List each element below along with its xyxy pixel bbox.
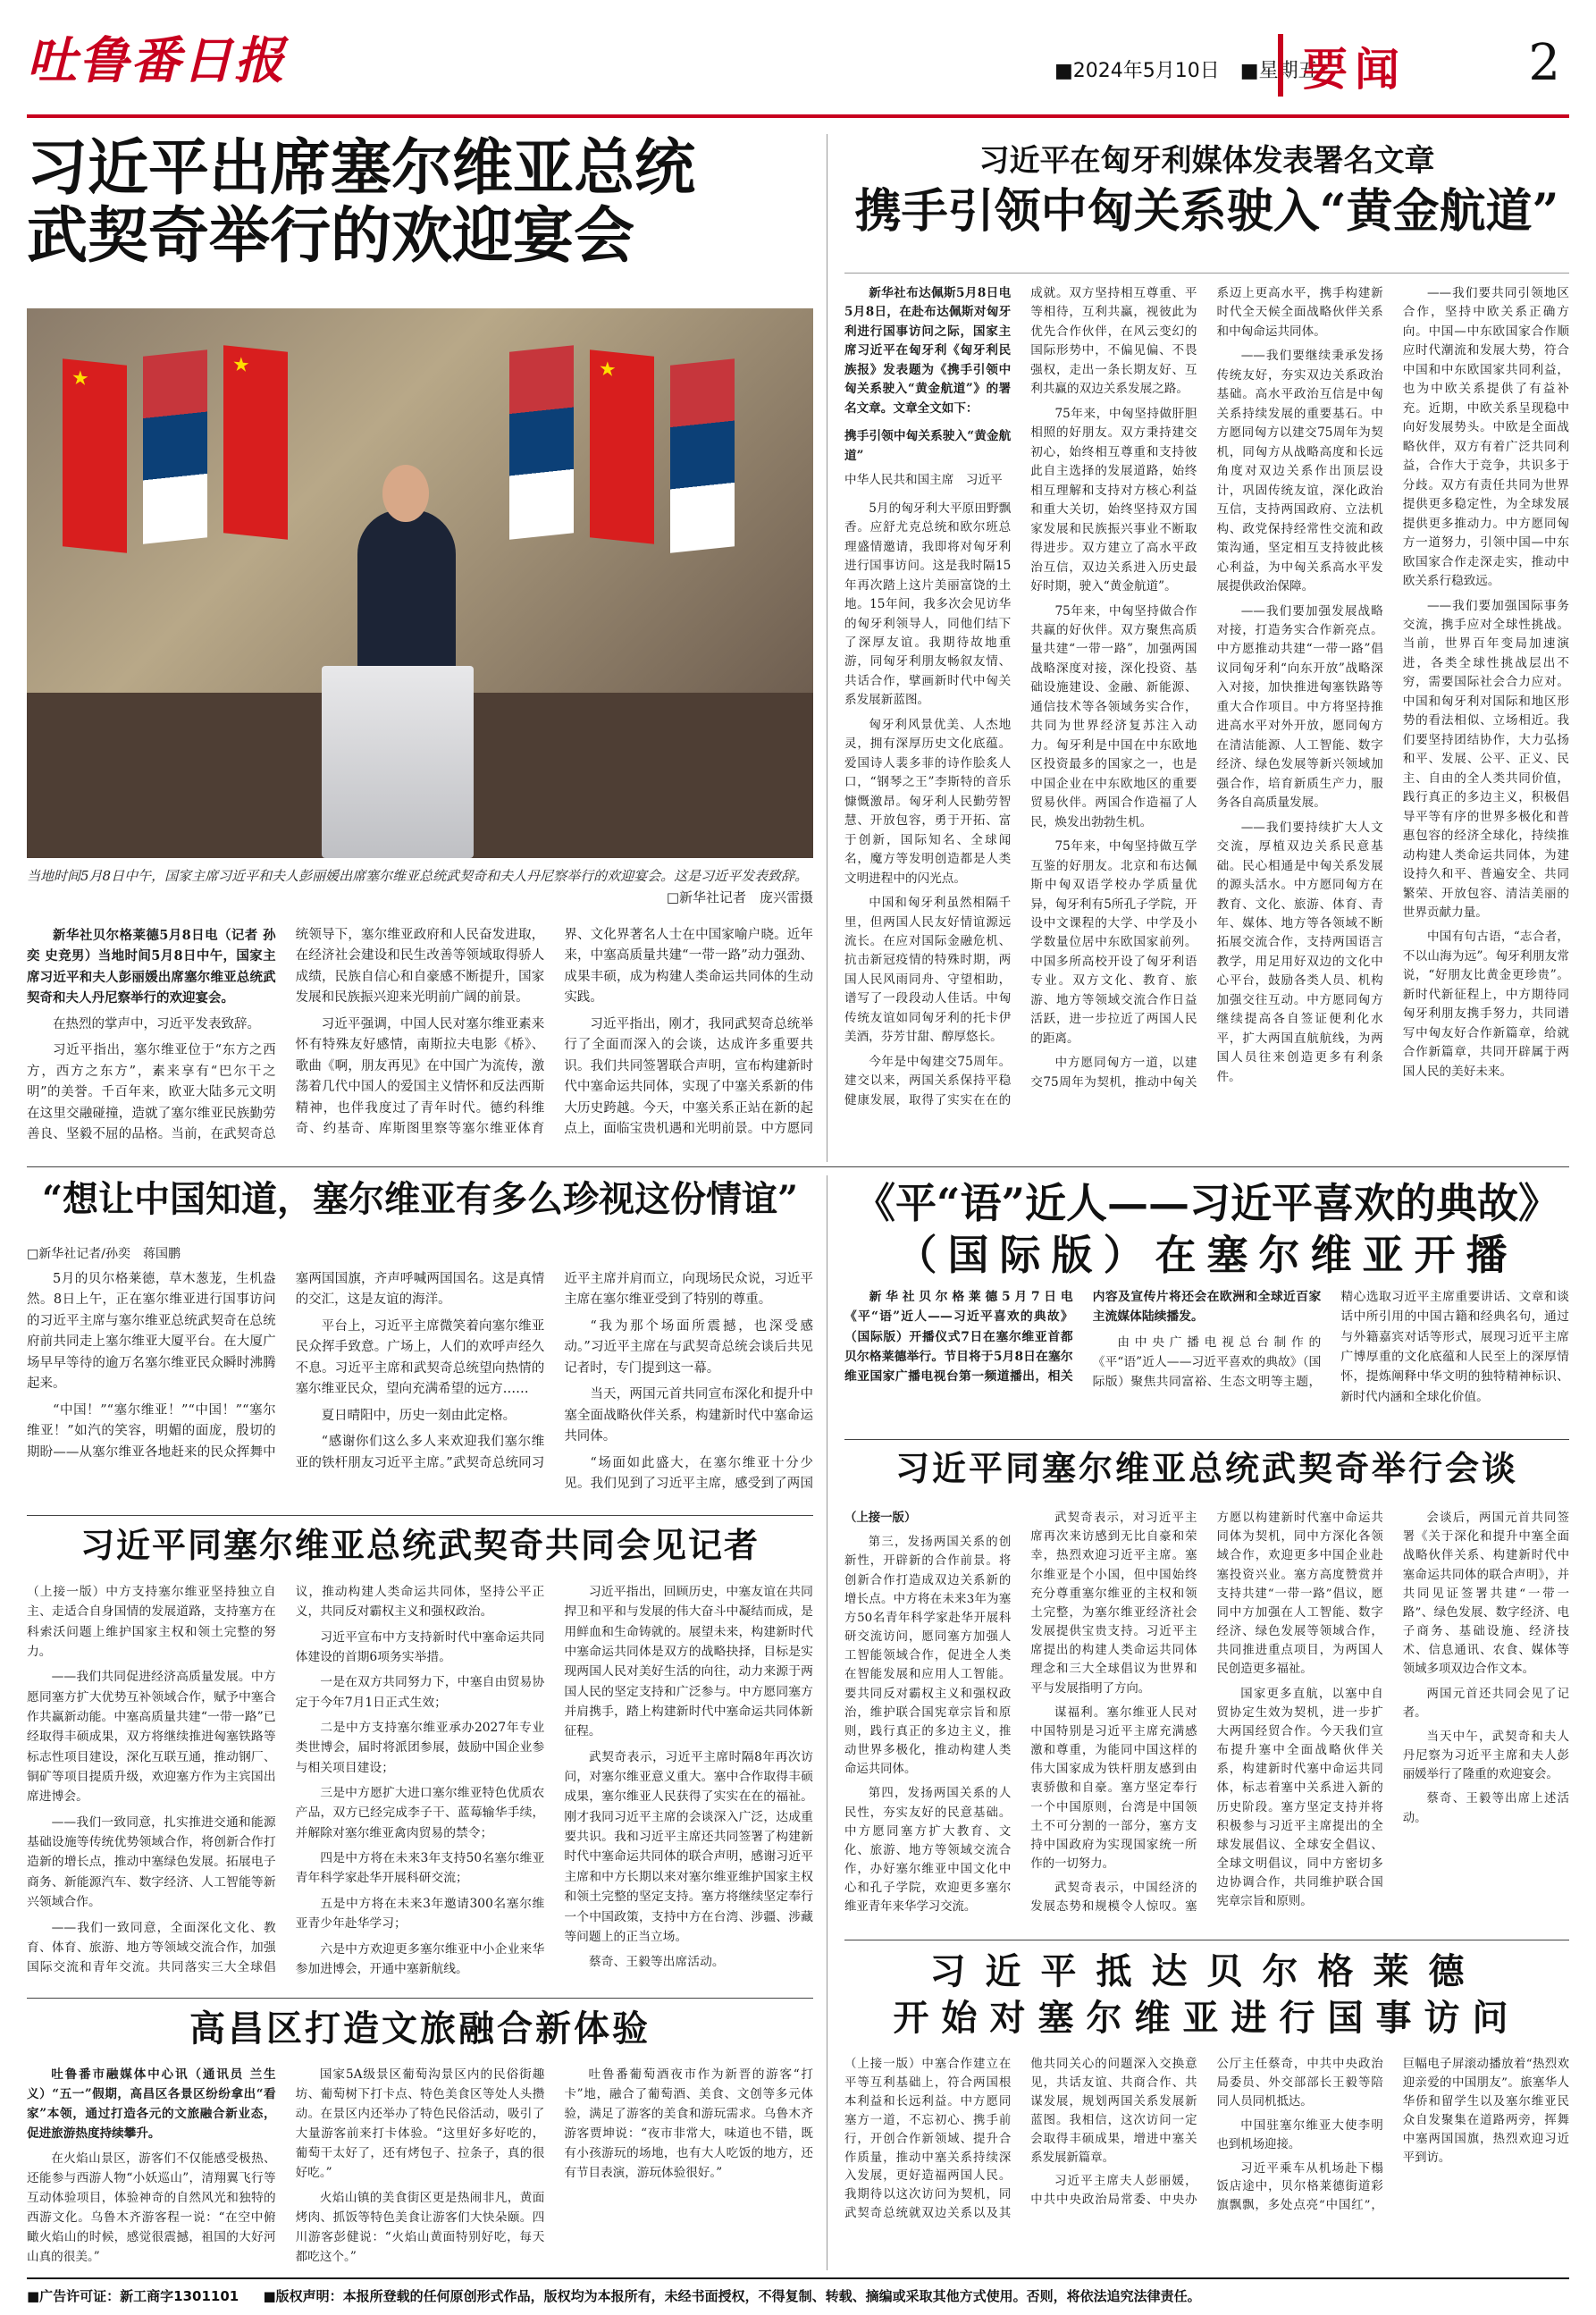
story6-paragraph: 当天中午，武契奇和夫人丹尼察为习近平主席和夫人彭丽媛举行了隆重的欢迎宴会。 [1402, 1730, 1569, 1782]
section-name: 要闻 [1303, 43, 1407, 96]
story2-paragraph: 中国和匈牙利虽然相隔千里，但两国人民友好情谊源远流长。在应对国际金融危机、抗击新冠疫情的特殊时期，两国人民风雨同舟、守望相助，谱写了一段段动人佳话。中匈传统友谊如同匈牙利的托卡伊美酒，芬芳甘甜、醇厚悠长。 [844, 896, 1012, 1045]
story2-paragraph: ——我们要共同引领地区合作，坚持中欧关系正确方向。中国—中东欧国家合作顺应时代潮流和发展大势，符合中国和中东欧国家共同利益，也为中欧关系提供了有益补充。近期，中欧关系呈现稳中向好发展势头。中欧是全面战略伙伴，双方有着广泛共同利益，合作大于竞争，共识多于分歧。双方有责任共同为世界提供更多稳定性，为全球发展提供更多推动力。中方愿同匈方一道努力，引领中国—中东欧国家合作走深走实，推动中欧关系行稳致远。 [1402, 286, 1569, 589]
podium [322, 666, 474, 858]
story7-paragraph: 习近平主席夫人彭丽媛，中共中央政治局常委、中央办公厅主任蔡奇，中共中央政治局委员、外交部部长王毅等陪同人员同机抵达。 [1030, 2058, 1383, 2208]
story2-headline: 携手引领中匈关系驶入“黄金航道” [854, 184, 1559, 239]
issue-weekday: ■星期五 [1239, 60, 1318, 82]
story3-paragraph: “感谢你们这么多人来欢迎我们塞尔维亚的铁杆朋友习近平主席。”武契奇总统同习近平主席并肩而立，向现场民众说，习近平主席在塞尔维亚受到了特别的尊重。 [295, 1272, 813, 1470]
story2-paragraph: 新华社布达佩斯5月8日电 5月8日，在赴布达佩斯对匈牙利进行国事访问之际，国家主席习近平在匈牙利《匈牙利民族报》发表题为《携手引领中匈关系驶入“黄金航道”》的署名文章。文章全文如下： [844, 286, 1023, 416]
story2-kicker: 习近平在匈牙利媒体发表署名文章 [979, 143, 1435, 179]
story2-paragraph: 今年是中匈建交75周年。建交以来，两国关系保持平稳健康发展，取得了实实在在的成就。双方坚持相互尊重、平等相待，互利共赢，视彼此为优先合作伙伴，在风云变幻的国际形势中，不偏见偏、不畏强权，走出一条长期友好、互利共赢的双边关系发展之路。 [844, 286, 1197, 1107]
photo-caption-text: 当地时间5月8日中午，国家主席习近平和夫人彭丽媛出席塞尔维亚总统武契奇和夫人丹尼察举行的欢迎宴会。这是习近平发表致辞。 [27, 868, 809, 884]
speaker-figure [357, 509, 456, 688]
section-divider [27, 1515, 813, 1516]
section-divider [27, 1998, 813, 1999]
story3-paragraph: 5月的贝尔格莱德，草木葱茏，生机盎然。8日上午，正在塞尔维亚进行国事访问的习近平主席与塞尔维亚总统武契奇在总统府前共同走上塞尔维亚大厦平台。在大厦广场早早等待的逾万名塞尔维亚民众瞬时沸腾起来。 [27, 1272, 276, 1392]
story6-paragraph: 蔡奇、王毅等出席上述活动。 [1402, 1792, 1569, 1825]
footer [27, 2286, 1569, 2305]
story4-paragraph: 由中央广播电视总台制作的《平“语”近人——习近平喜欢的典故》（国际版）聚焦共同富裕、生态文明等主题，精心选取习近平主席重要讲话、文章和谈话中所引用的中国古籍和经典名句，通过与外籍嘉宾对话等形式，展现习近平主席广博厚重的文化底蕴和人民至上的深厚情怀，提炼阐释中华文明的独特精神标识、新时代内涵和全球化价值。 [1092, 1290, 1569, 1404]
speaker-head [382, 465, 429, 522]
section-tag [1278, 34, 1569, 97]
china-flag: ★ [63, 358, 127, 553]
story2-paragraph: 中方愿同匈方一道，以建交75周年为契机，推动中匈关系迈上更高水平，携手构建新时代全天候全面战略伙伴关系和中匈命运共同体。 [1030, 286, 1383, 1090]
story2-body [844, 284, 1569, 1160]
story3-paragraph: “中国！”“塞尔维亚！”“中国！”“塞尔维亚！”如汽的笑容，明媚的面庞，殷切的期盼——从塞尔维亚各地赶来的民众挥舞中塞两国国旗，齐声呼喊两国国名。这是真情的交汇，这是友谊的海洋。 [27, 1272, 545, 1460]
story6-paragraph: 第四，发扬两国关系的人民性，夯实友好的民意基础。中方愿同塞方扩大教育、文化、旅游、地方等领域交流合作，办好塞尔维亚中国文化中心和孔子学院，欢迎更多塞尔维亚青年来华学习交流。 [844, 1787, 1012, 1915]
story5-paragraph: 六是中方欢迎更多塞尔维亚中小企业来华参加进博会，开通中塞新航线。 [295, 1941, 545, 1976]
story2-paragraph: ——我们要加强发展战略对接，打造务实合作新亮点。中方愿推动共建“一带一路”倡议同匈牙利“向东开放”战略深入对接，加快推进匈塞铁路等重大合作项目。中方将坚持推进高水平对外开放，愿同匈方在清洁能源、人工智能、数字经济、绿色发展等新兴领域加强合作，培育新质生产力，服务各自高质量发展。 [1216, 603, 1383, 811]
story5-paragraph: 蔡奇、王毅等出席活动。 [588, 1955, 725, 1970]
story6-paragraph: 会谈后，两国元首共同签署《关于深化和提升中塞全面战略伙伴关系、构建新时代中塞命运共同体的联合声明》，并共同见证签署共建“一带一路”、绿色发展、数字经济、电子商务、基础设施、经济技术、信息通讯、农食、媒体等领域多项双边合作文本。 [1402, 1511, 1569, 1677]
story5-paragraph: ——我们共同促进经济高质量发展。中方愿同塞方扩大优势互补领域合作，赋予中塞合作共赢新动能。中塞高质量共建“一带一路”已经取得丰硕成果，双方将继续推进匈塞铁路等标志性项目建设，深化互联互通，推动钢厂、铜矿等项目提质升级，欢迎塞方作为主宾国出席进博会。 [27, 1670, 276, 1805]
story6-headline: 习近平同塞尔维亚总统武契奇举行会谈 [895, 1448, 1518, 1488]
story8-body [27, 2065, 813, 2270]
story8-paragraph: 国家5A级景区葡萄沟景区内的民俗街趣坊、葡萄树下打卡点、特色美食区等处人头攒动。在景区内还举办了特色民俗活动，吸引了大量游客前来打卡体验。“这里好多好吃的，葡萄干太好了，还有烤包子、拉条子，真的很好吃。” [295, 2067, 545, 2181]
story6-paragraph: 武契奇表示，对习近平主席再次来访感到无比自豪和荣幸，热烈欢迎习近平主席。塞尔维亚是个小国，但中国始终充分尊重塞尔维亚的主权和领土完整，为塞尔维亚经济社会发展提供宝贵支持。习近平主席提出的构建人类命运共同体理念和三大全球倡议为世界和平与发展指明了方向。 [1030, 1511, 1197, 1696]
story3-paragraph: 当天，两国元首共同宣布深化和提升中塞全面战略伙伴关系，构建新时代中塞命运共同体。 [564, 1387, 813, 1444]
story1-paragraph: 习近平强调，中国人民对塞尔维亚素来怀有特殊友好感情，南斯拉夫电影《桥》、歌曲《啊，朋友再见》在中国广为流传，激荡着几代中国人的爱国主义情怀和反法西斯精神，也伴我度过了青年时代。德约科维奇、约基奇、库斯图里察等塞尔维亚体育界、文化界著名人士在中国家喻户晓。近年来，中塞高质量共建“一带一路”动力强劲、成果丰硕，成为构建人类命运共同体的生动实践。 [295, 928, 813, 1137]
story1-paragraph: 习近平指出，塞尔维亚位于“东方之西方，西方之东方”，素来享有“巴尔干之明”的美誉。千百年来，欧亚大陆多元文明在这里交融碰撞，造就了塞尔维亚民族勤劳善良、坚毅不屈的品格。当前，在武契奇总统领导下，塞尔维亚政府和人民奋发进取，在经济社会建设和民生改善等领域取得骄人成绩，民族自信心和自豪感不断提升，国家发展和民族振兴迎来光明前广阔的前景。 [27, 928, 545, 1142]
story7-paragraph: 中国驻塞尔维亚大使李明也到机场迎接。 [1216, 2118, 1383, 2151]
photo-credit: □新华社记者 庞兴雷摄 [666, 889, 813, 905]
story5-paragraph: 一是在双方共同努力下，中塞自由贸易协定于今年7月1日正式生效； [295, 1675, 545, 1710]
story2-paragraph: ——我们要继续秉承发扬传统友好，夯实双边关系政治基础。高水平政治互信是中匈关系持续发展的重要基石。中方愿同匈方以建交75周年为契机，同匈方从战略高度和长远角度对双边关系作出顶层设计，巩固传统友谊，深化政治互信，支持两国政府、立法机构、政党保持经常性交流和政策沟通，坚定相互支持彼此核心利益，为中匈关系高水平发展提供政治保障。 [1216, 349, 1383, 594]
story7-headline [844, 1949, 1569, 2041]
newspaper-logo: 吐鲁番日报 [27, 31, 286, 90]
story6-paragraph: 国家更多直航，以塞中自贸协定生效为契机，进一步扩大两国经贸合作。今天我们宣布提升塞中全面战略伙伴关系，构建新时代塞中命运共同体，标志着塞中关系进入新的历史阶段。塞方坚定支持并将积极参与习近平主席提出的全球发展倡议、全球安全倡议、全球文明倡议，同中方密切多边协调合作，共同维护联合国宪章宗旨和原则。 [1216, 1687, 1383, 1909]
story5-headline: 习近平同塞尔维亚总统武契奇共同会见记者 [80, 1525, 760, 1565]
story5-paragraph: 二是中方支持塞尔维亚承办2027年专业类世博会，届时将派团参展，鼓励中国企业参与相关项目建设； [295, 1721, 545, 1775]
story2-paragraph: 匈牙利风景优美、人杰地灵，拥有深厚历史文化底蕴。爱国诗人裴多菲的诗作脍炙人口，“钢琴之王”李斯特的音乐慷慨激昂。匈牙利人民勤劳智慧、开放包容，勇于开拓、富于创新，国际知名、全球闻名，魔方等发明创造都是人类文明进程中的闪光点。 [844, 717, 1012, 886]
story5-paragraph: 习近平宣布中方支持新时代中塞命运共同体建设的首期6项务实举措。 [295, 1629, 545, 1665]
issue-date: ■2024年5月10日 [1054, 60, 1220, 82]
story6-paragraph: 武契奇表示，中国经济的发展态势和规模令人惊叹。塞方愿以构建新时代塞中命运共同体为契机，同中方深化各领域合作，欢迎更多中国企业赴塞投资兴业。塞方高度赞赏并支持共建“一带一路”倡议，愿同中方加强在人工智能、数字经济、绿色发展等领域合作，共同推进重点项目，为两国人民创造更多福祉。 [1030, 1511, 1383, 1915]
serbia-flag [509, 345, 574, 540]
story6-paragraph: 两国元首还共同会见了记者。 [1402, 1687, 1569, 1720]
story2-paragraph: ——我们要加强国际事务交流，携手应对全球性挑战。当前，世界百年变局加速演进，各类全球性挑战层出不穷，需要国际社会合力应对。中国和匈牙利对国际和地区形势的看法相似、立场相近。我们要坚持团结协作，大力弘扬和平、发展、公平、正义、民主、自由的全人类共同价值，践行真正的多边主义，积极倡导平等有序的世界多极化和普惠包容的经济全球化，持续推动构建人类命运共同体，为建设持久和平、普遍安全、共同繁荣、开放包容、清洁美丽的世界贡献力量。 [1402, 598, 1569, 920]
story5-paragraph: 习近平指出，回顾历史，中塞友谊在共同捍卫和平和与发展的伟大奋斗中凝结而成，是用鲜血和生命铸就的。展望未来，构建新时代中塞命运共同体是双方的战略抉择，目标是实现两国人民对美好生活的向往，动力来源于两国人民的坚定支持和广泛参与。中方愿同塞方并肩携手，踏上构建新时代中塞命运共同体新征程。 [564, 1585, 813, 1739]
story6-paragraph: 谋福利。塞尔维亚人民对中国特别是习近平主席充满感激和尊重，为能同中国这样的伟大国家成为铁杆朋友感到由衷骄傲和自豪。塞方坚定奉行一个中国原则，台湾是中国领土不可分割的一部分，塞方支持中国政府为实现国家统一所作的一切努力。 [1030, 1705, 1197, 1872]
story2-paragraph: 75年来，中匈坚持做肝胆相照的好朋友。双方秉持建交初心，始终相互尊重和支持彼此自主选择的发展道路，始终相互理解和支持对方核心利益和重大关切，始终坚持双方国家发展和民族振兴事业不断取得进步。双方建立了高水平政治互信，双边关系进入历史最好时期，驶入“黄金航道”。 [1030, 406, 1197, 594]
footer-copyright: ■版权声明：本报所登载的任何原创形式作品，版权均为本报所有，未经书面授权，不得复制、转载、摘编或采取其他方式使用。否则，将依法追究法律责任。 [263, 2288, 1201, 2304]
story6-body [844, 1509, 1569, 1929]
serbia-flag [143, 349, 207, 544]
story8-paragraph: 火焰山镇的美食街区更是热闹非凡，黄面烤肉、抓饭等特色美食让游客们大快朵颐。四川游客彭健说：“火焰山黄面特别好吃，每天都吃这个。” [295, 2191, 545, 2265]
story7-paragraph: （上接一版）中塞合作建立在平等互利基础上，符合两国根本利益和长远利益。中方愿同塞方一道，不忘初心、携手前行，开创合作新领域、提升合作质量，推动中塞关系持续深入发展，更好造福两国人民。我期待以这次访问为契机，同武契奇总统就双边关系以及其他共同关心的问题深入交换意见，共话友谊、共商合作、共谋发展，规划两国关系发展新蓝图。我相信，这次访问一定会取得丰硕成果，增进中塞关系发展新篇章。 [844, 2058, 1197, 2221]
story3-paragraph: “场面如此盛大，在塞尔维亚十分少见。我们见到了习近平主席，感受到了两国 [564, 1455, 813, 1492]
story8-paragraph: 吐鲁番市融媒体中心讯（通讯员 兰生义）“五一”假期，高昌区各景区纷纷拿出“看家”本领，通过打造各元的文旅融合新业态，促进旅游热度持续攀升。 [27, 2067, 276, 2142]
masthead-rule [27, 114, 1569, 118]
story8-paragraph: 在火焰山景区，游客们不仅能感受极热、还能参与西游人物“小妖巡山”，清翔翼飞行等互动体验项目，体验神奇的自然风光和独特的西游文化。乌鲁木齐游客程一说：“在空中俯瞰火焰山的时候，感觉很震撼，祖国的大好河山真的很美。” [27, 2151, 276, 2265]
story4-paragraph: 新华社贝尔格莱德5月7日电 《平“语”近人——习近平喜欢的典故》（国际版）开播仪式7日在塞尔维亚首都贝尔格莱德举行。节目将于5月8日在塞尔维亚国家广播电视台第一频道播出，相关内容及宣传片将还会在欧洲和全球近百家主流媒体陆续播发。 [844, 1290, 1322, 1385]
story3-paragraph: 夏日晴阳中，历史一刻由此定格。 [321, 1408, 517, 1423]
story1-headline-line1: 习近平出席塞尔维亚总统 [27, 132, 696, 204]
photo-caption [27, 865, 813, 908]
story1-body [27, 925, 813, 1158]
story5-paragraph: ——我们一致同意，扎实推进交通和能源基础设施等传统优势领域合作，将创新合作打造新的增长点，推动中塞绿色发展。拓展电子商务、新能源汽车、数字经济、人工智能等新兴领域合作。 [27, 1814, 276, 1910]
china-flag: ★ [590, 349, 654, 544]
serbia-flag [670, 358, 735, 553]
story5-paragraph: 武契奇表示，习近平主席时隔8年再次访问，对塞尔维亚意义重大。塞中合作取得丰硕成果，塞尔维亚人民获得了实实在在的福祉。刚才我同习近平主席的会谈深入广泛，达成重要共识。我和习近平主席还共同签署了构建新时代中塞命运共同体的联合声明，感谢习近平主席和中方长期以来对塞尔维亚维护国家主权和领土完整的坚定支持。塞方将继续坚定奉行一个中国政策，支持中方在台湾、涉疆、涉藏等问题上的正当立场。 [564, 1749, 813, 1944]
masthead [27, 9, 1569, 116]
story1-paragraph: 习近平指出，刚才，我同武契奇总统举行了全面而深入的会谈，达成许多重要共识。我们共同签署联合声明，宣布构建新时代中塞命运共同体，实现了中塞关系新的伟大历史跨越。今天，中塞关系正站在新的起点上，面临宝贵机遇和光明前景。中方愿同 [564, 1016, 813, 1137]
story3-paragraph: “我为那个场面所震撼，也深受感动。”习近平主席在与武契奇总统会谈后共见记者时，专门提到这一幕。 [564, 1318, 813, 1376]
story4-headline [844, 1178, 1569, 1281]
story7-body [844, 2056, 1569, 2270]
story3-body [27, 1269, 813, 1503]
story3-headline: “想让中国知道，塞尔维亚有多么珍视这份情谊” [41, 1178, 798, 1220]
story5-paragraph: （上接一版）中方支持塞尔维亚坚持独立自主、走适合自身国情的发展道路，支持塞方在科索沃问题上维护国家主权和领土完整的努力。 [27, 1585, 276, 1660]
story5-paragraph: 五是中方将在未来3年邀请300名塞尔维亚青少年赴华学习； [295, 1896, 545, 1932]
story1-paragraph: 新华社贝尔格莱德5月8日电（记者 孙奕 史竞男）当地时间5月8日中午，国家主席习近平和夫人彭丽媛出席塞尔维亚总统武契奇和夫人丹尼察举行的欢迎宴会。 [27, 928, 276, 1006]
story2-article-title: 携手引领中匈关系驶入“黄金航道” [844, 429, 1012, 463]
story3-paragraph: 平台上，习近平主席微笑着向塞尔维亚民众挥手致意。广场上，人们的欢呼声经久不息。习近平主席和武契奇总统望向热情的塞尔维亚民众，望向充满希望的远方…… [295, 1318, 545, 1397]
footer-license: ■广告许可证：新工商字1301101 [27, 2288, 239, 2304]
story2-paragraph: ——我们要持续扩大人文交流，厚植双边关系民意基础。民心相通是中匈关系发展的源头活水。中方愿同匈方在教育、文化、旅游、体育、青年、媒体、地方等各领域不断拓展交流合作，支持两国语言教学，用足用好双边的文化中心平台，鼓励各类人员、机构加强交往互动。中方愿同匈方继续提高各自签证便利化水平，扩大两国直航航线，为两国人员往来创造更多有利条件。 [1216, 820, 1383, 1084]
page-number: 2 [1528, 34, 1560, 92]
section-divider [844, 1439, 1569, 1440]
story3-byline: □新华社记者/孙奕 蒋国鹏 [27, 1247, 181, 1261]
story7-headline-line2: 开始对塞尔维亚进行国事访问 [893, 1997, 1521, 2039]
story4-body [844, 1287, 1569, 1426]
story4-headline-line1: 《平“语”近人——习近平喜欢的典故》 [854, 1179, 1559, 1227]
story1-paragraph: 在热烈的掌声中，习近平发表致辞。 [53, 1016, 260, 1031]
story7-paragraph: 习近平乘车从机场赴下榻饭店途中，贝尔格莱德街道彩旗飘飘，多处点亮“中国红”，巨幅电子屏滚动播放着“热烈欢迎亲爱的中国朋友”。旅塞华人华侨和留学生以及塞尔维亚民众自发聚集在道路两旁，挥舞中塞两国国旗，热烈欢迎习近平到访。 [1216, 2058, 1569, 2213]
story4-headline-line2: （国际版）在塞尔维亚开播 [895, 1230, 1518, 1279]
story8-paragraph: 吐鲁番葡萄酒夜市作为新晋的游客“打卡”地，融合了葡萄酒、美食、文创等多元体验，满足了游客的美食和游玩需求。乌鲁木齐游客贾坤说：“夜市非常大，味道也不错，既有小孩游玩的场地，也有大人吃饭的地方，还有节目表演，游玩体验很好。” [564, 2067, 813, 2181]
banquet-photo [27, 308, 813, 858]
story5-paragraph: 四是中方将在未来3年支持50名塞尔维亚青年科学家赴华开展科研交流； [295, 1851, 545, 1886]
story1-headline [27, 132, 813, 273]
story2-paragraph: 75年来，中匈坚持做合作共赢的好伙伴。双方聚焦高质量共建“一带一路”，加强两国战略深度对接，深化投资、基础设施建设、金融、新能源、通信技术等各领域务实合作，共同为世界经济复苏注入动力。匈牙利是中国在中东欧地区投资最多的国家之一，也是中国企业在中东欧地区的重要贸易伙伴。两国合作造福了人民，焕发出勃勃生机。 [1030, 603, 1197, 829]
china-flag: ★ [223, 345, 288, 540]
story2-paragraph: 5月的匈牙利大平原田野飘香。应舒尤克总统和欧尔班总理盛情邀请，我即将对匈牙利进行国事访问。这是我时隔15年再次踏上这片美丽富饶的土地。15年间，我多次会见访华的匈牙利领导人，同他们结下了深厚友谊。我期待故地重游，同匈牙利朋友畅叙友情、共话合作，擘画新时代中匈关系发展新蓝图。 [844, 501, 1012, 708]
story6-paragraph: 第三，发扬两国关系的创新性，开辟新的合作前景。将创新合作打造成双边关系新的增长点。中方将在未来3年为塞方50名青年科学家赴华开展科研交流访问，愿同塞方加强人工智能领域合作，促进全人类在智能发展和应用人工智能。要共同反对霸权主义和强权政治，维护联合国宪章宗旨和原则，践行真正的多边主义，推动世界多极化，推动构建人类命运共同体。 [844, 1536, 1012, 1777]
story5-body [27, 1582, 813, 1989]
story5-paragraph: 三是中方愿扩大进口塞尔维亚特色优质农产品，双方已经完成李子干、蓝莓输华手续，并解除对塞尔维亚禽肉贸易的禁令； [295, 1786, 545, 1840]
story2-byline: 中华人民共和国主席 习近平 [844, 473, 1003, 488]
story2-paragraph: 中国有句古语，“志合者，不以山海为远”。匈牙利朋友常说，“好朋友比黄金更珍贵”。新时代新征程上，中方期待同匈牙利朋友携手努力，共同谱写中匈友好合作新篇章，给就合作新篇章，共同开辟属于两国人民的美好未来。 [1402, 930, 1569, 1079]
story5-paragraph: ——我们一致同意，全面深化文化、教育、体育、旅游、地方等领域交流合作，加强国际交流和青年交流。共同落实三大全球倡议，推动构建人类命运共同体，坚持公平正义，共同反对霸权主义和强权政治。 [27, 1585, 545, 1975]
story6-paragraph: （上接一版） [844, 1511, 917, 1525]
story2-paragraph: 75年来，中匈坚持做互学互鉴的好朋友。北京和布达佩斯中匈双语学校办学质量优异，匈牙利有5所孔子学院，开设中文课程的大学、中学及小学数量位居中东欧国家前列。中国多所高校开设了匈牙利语专业。双方文化、教育、旅游、地方等领域交流合作日益活跃，进一步拉近了两国人民的距离。 [1030, 839, 1197, 1046]
footer-rule [27, 2277, 1569, 2279]
section-divider [27, 1166, 1569, 1167]
story8-headline: 高昌区打造文旅融合新体验 [189, 2008, 651, 2050]
story7-headline-line1: 习近平抵达贝尔格莱德 [929, 1950, 1484, 1992]
story2-rule [844, 273, 1569, 274]
story1-headline-line2: 武契奇举行的欢迎宴会 [27, 200, 635, 273]
